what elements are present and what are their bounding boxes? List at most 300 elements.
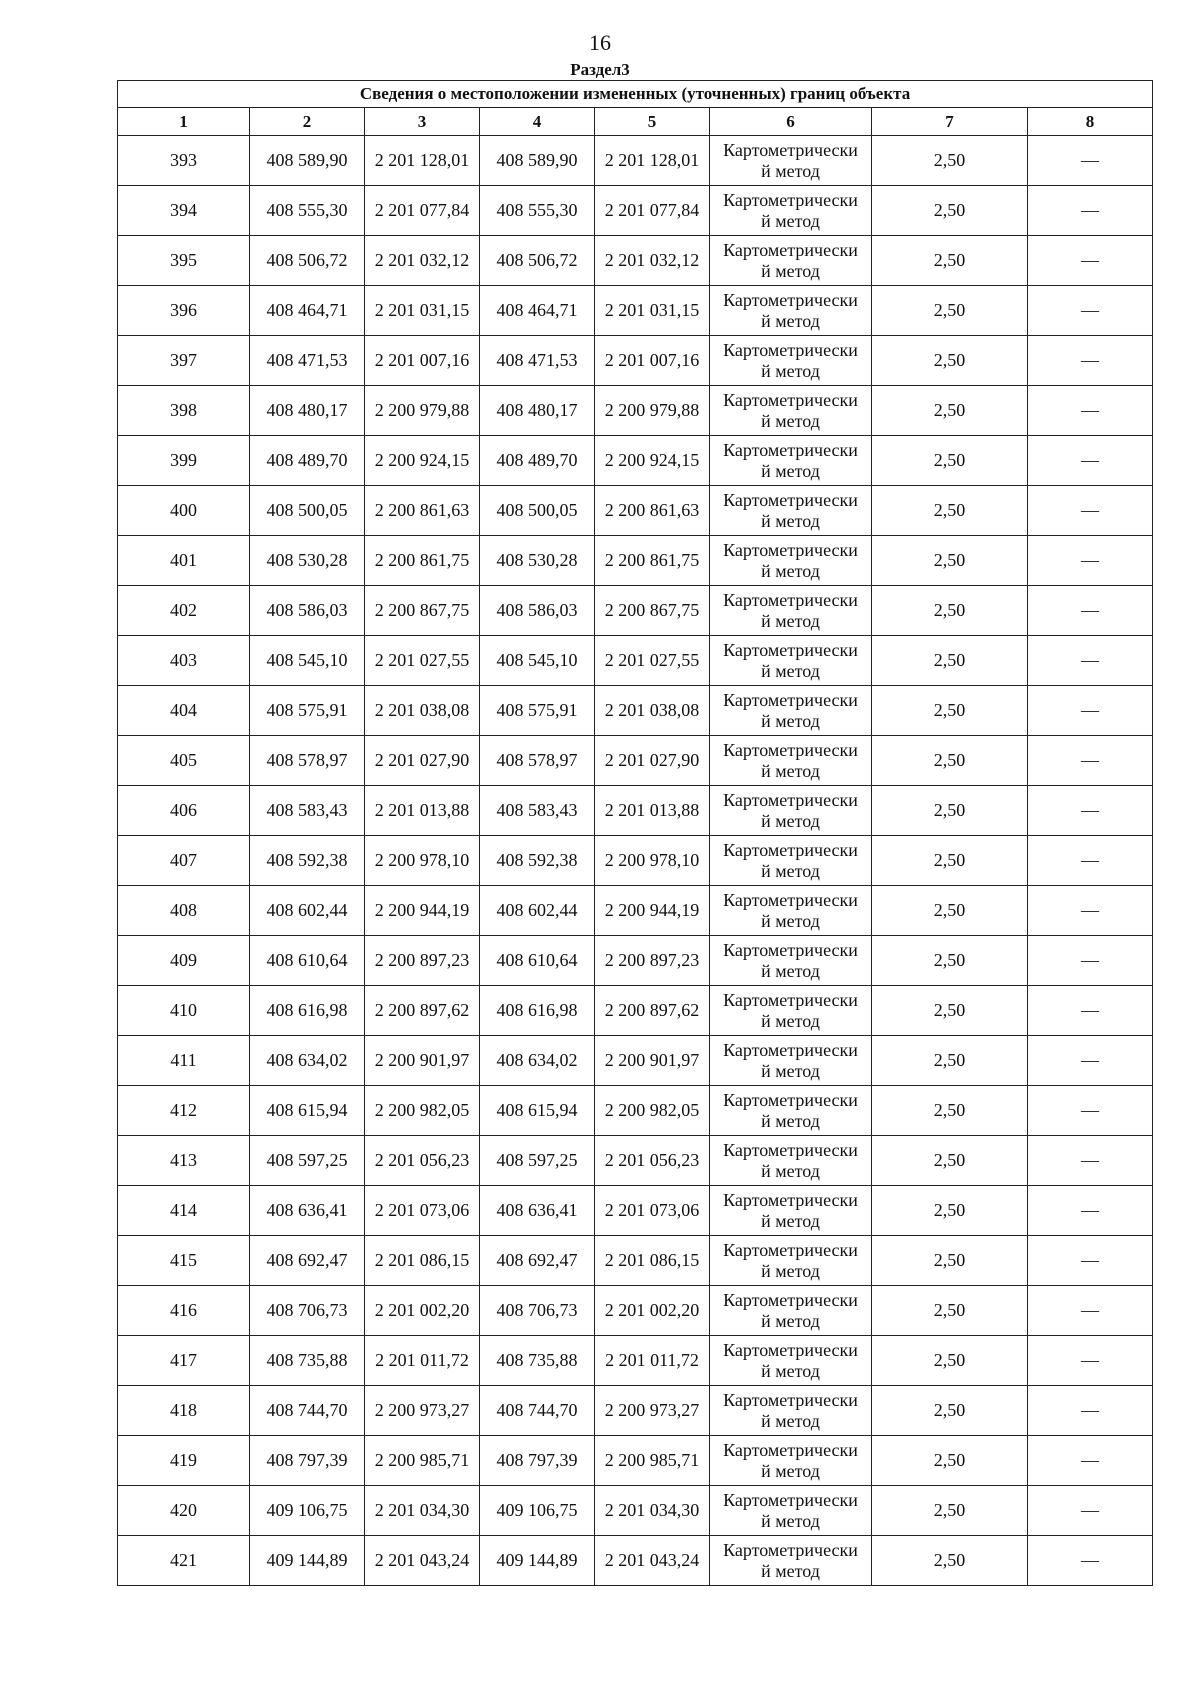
method-text: й метод	[761, 510, 820, 531]
coordinate-cell: 2 201 056,23	[365, 1136, 480, 1186]
table-row	[118, 1036, 1153, 1086]
table-row	[118, 1336, 1153, 1386]
coordinate-cell: 2 201 086,15	[365, 1236, 480, 1286]
coordinate-cell: 2 201 073,06	[595, 1186, 710, 1236]
accuracy-cell: 2,50	[872, 436, 1028, 486]
method-text: Картометрически	[723, 789, 858, 810]
table-row	[118, 586, 1153, 636]
point-number-cell: 412	[118, 1086, 250, 1136]
coordinate-cell: 408 545,10	[250, 636, 365, 686]
table-row	[118, 1136, 1153, 1186]
column-number: 7	[872, 108, 1028, 136]
coordinate-cell: 408 500,05	[480, 486, 595, 536]
table-row	[118, 1086, 1153, 1136]
method-cell	[710, 1436, 872, 1486]
coordinate-cell: 409 106,75	[480, 1486, 595, 1536]
coordinate-cell: 2 201 073,06	[365, 1186, 480, 1236]
table-row	[118, 1286, 1153, 1336]
method-text: й метод	[761, 1210, 820, 1231]
coordinate-cell: 408 530,28	[250, 536, 365, 586]
column-number: 1	[118, 108, 250, 136]
method-cell	[710, 786, 872, 836]
point-number-cell: 397	[118, 336, 250, 386]
table-caption-row	[118, 81, 1153, 108]
method-cell	[710, 686, 872, 736]
method-text: Картометрически	[723, 889, 858, 910]
coordinate-cell: 408 545,10	[480, 636, 595, 686]
coordinate-cell: 408 586,03	[250, 586, 365, 636]
note-cell: —	[1028, 536, 1153, 586]
accuracy-cell: 2,50	[872, 686, 1028, 736]
table-row	[118, 1536, 1153, 1586]
column-number: 3	[365, 108, 480, 136]
note-cell: —	[1028, 1186, 1153, 1236]
note-cell: —	[1028, 736, 1153, 786]
coordinate-cell: 2 200 979,88	[365, 386, 480, 436]
coordinate-cell: 408 692,47	[250, 1236, 365, 1286]
accuracy-cell: 2,50	[872, 1286, 1028, 1336]
table-body	[118, 136, 1153, 1586]
coordinate-cell: 2 201 032,12	[365, 236, 480, 286]
coordinate-cell: 408 597,25	[250, 1136, 365, 1186]
note-cell: —	[1028, 1086, 1153, 1136]
point-number-cell: 415	[118, 1236, 250, 1286]
method-text: Картометрически	[723, 639, 858, 660]
note-cell: —	[1028, 486, 1153, 536]
coordinate-cell: 2 201 038,08	[595, 686, 710, 736]
coordinate-cell: 408 471,53	[480, 336, 595, 386]
method-cell	[710, 1086, 872, 1136]
note-cell: —	[1028, 386, 1153, 436]
accuracy-cell: 2,50	[872, 336, 1028, 386]
coordinate-cell: 408 555,30	[480, 186, 595, 236]
method-text: й метод	[761, 1260, 820, 1281]
accuracy-cell: 2,50	[872, 1436, 1028, 1486]
coordinate-cell: 2 200 985,71	[595, 1436, 710, 1486]
method-text: й метод	[761, 860, 820, 881]
method-text: Картометрически	[723, 939, 858, 960]
method-cell	[710, 1236, 872, 1286]
method-text: Картометрически	[723, 289, 858, 310]
column-number: 5	[595, 108, 710, 136]
coordinate-cell: 2 200 861,63	[595, 486, 710, 536]
table-row	[118, 1236, 1153, 1286]
coordinate-cell: 2 200 867,75	[595, 586, 710, 636]
coordinate-cell: 408 589,90	[480, 136, 595, 186]
method-text: й метод	[761, 1010, 820, 1031]
method-text: й метод	[761, 1160, 820, 1181]
note-cell: —	[1028, 1386, 1153, 1436]
point-number-cell: 405	[118, 736, 250, 786]
accuracy-cell: 2,50	[872, 1036, 1028, 1086]
coordinate-cell: 2 200 982,05	[365, 1086, 480, 1136]
coordinate-cell: 408 706,73	[480, 1286, 595, 1336]
coordinate-cell: 2 200 897,23	[595, 936, 710, 986]
method-text: й метод	[761, 310, 820, 331]
point-number-cell: 409	[118, 936, 250, 986]
coordinate-cell: 408 489,70	[480, 436, 595, 486]
method-cell	[710, 436, 872, 486]
coordinate-cell: 408 735,88	[480, 1336, 595, 1386]
method-text: й метод	[761, 1360, 820, 1381]
method-text: й метод	[761, 1460, 820, 1481]
accuracy-cell: 2,50	[872, 886, 1028, 936]
point-number-cell: 403	[118, 636, 250, 686]
method-text: й метод	[761, 610, 820, 631]
method-text: Картометрически	[723, 139, 858, 160]
note-cell: —	[1028, 1336, 1153, 1386]
accuracy-cell: 2,50	[872, 1486, 1028, 1536]
note-cell: —	[1028, 1436, 1153, 1486]
point-number-cell: 401	[118, 536, 250, 586]
method-cell	[710, 1386, 872, 1436]
column-number: 2	[250, 108, 365, 136]
point-number-cell: 410	[118, 986, 250, 1036]
note-cell: —	[1028, 336, 1153, 386]
coordinate-cell: 408 471,53	[250, 336, 365, 386]
coordinate-cell: 408 500,05	[250, 486, 365, 536]
method-text: Картометрически	[723, 1239, 858, 1260]
method-text: Картометрически	[723, 1289, 858, 1310]
accuracy-cell: 2,50	[872, 236, 1028, 286]
coordinate-cell: 2 201 013,88	[365, 786, 480, 836]
point-number-cell: 419	[118, 1436, 250, 1486]
method-cell	[710, 286, 872, 336]
method-text: й метод	[761, 810, 820, 831]
method-text: й метод	[761, 960, 820, 981]
coordinate-cell: 2 201 043,24	[365, 1536, 480, 1586]
method-text: й метод	[761, 760, 820, 781]
coordinate-cell: 2 200 973,27	[365, 1386, 480, 1436]
note-cell: —	[1028, 136, 1153, 186]
note-cell: —	[1028, 786, 1153, 836]
coordinate-cell: 2 200 897,62	[365, 986, 480, 1036]
coordinate-cell: 2 201 034,30	[365, 1486, 480, 1536]
method-text: й метод	[761, 1110, 820, 1131]
coordinate-cell: 2 201 007,16	[365, 336, 480, 386]
note-cell: —	[1028, 186, 1153, 236]
accuracy-cell: 2,50	[872, 1186, 1028, 1236]
method-text: й метод	[761, 1060, 820, 1081]
coordinate-cell: 408 744,70	[480, 1386, 595, 1436]
method-text: Картометрически	[723, 989, 858, 1010]
accuracy-cell: 2,50	[872, 1086, 1028, 1136]
column-number-row	[118, 108, 1153, 136]
method-cell	[710, 1336, 872, 1386]
point-number-cell: 407	[118, 836, 250, 886]
table-row	[118, 336, 1153, 386]
coordinate-cell: 2 200 978,10	[365, 836, 480, 886]
point-number-cell: 413	[118, 1136, 250, 1186]
method-cell	[710, 1286, 872, 1336]
method-text: Картометрически	[723, 389, 858, 410]
coordinate-cell: 408 706,73	[250, 1286, 365, 1336]
coordinate-cell: 2 200 861,63	[365, 486, 480, 536]
note-cell: —	[1028, 886, 1153, 936]
coordinate-cell: 408 592,38	[480, 836, 595, 886]
point-number-cell: 408	[118, 886, 250, 936]
method-text: й метод	[761, 1310, 820, 1331]
method-text: й метод	[761, 910, 820, 931]
coordinate-cell: 408 575,91	[250, 686, 365, 736]
table-row	[118, 236, 1153, 286]
coordinate-cell: 408 634,02	[480, 1036, 595, 1086]
coordinate-cell: 2 201 038,08	[365, 686, 480, 736]
table-row	[118, 1186, 1153, 1236]
note-cell: —	[1028, 436, 1153, 486]
table-row	[118, 186, 1153, 236]
note-cell: —	[1028, 636, 1153, 686]
accuracy-cell: 2,50	[872, 786, 1028, 836]
coordinate-cell: 408 464,71	[480, 286, 595, 336]
note-cell: —	[1028, 1486, 1153, 1536]
method-text: й метод	[761, 1560, 820, 1581]
method-cell	[710, 136, 872, 186]
coordinate-cell: 2 200 861,75	[595, 536, 710, 586]
page-number: 16	[589, 30, 611, 55]
coordinate-cell: 408 744,70	[250, 1386, 365, 1436]
coordinate-cell: 408 506,72	[250, 236, 365, 286]
method-cell	[710, 386, 872, 436]
method-text: Картометрически	[723, 1339, 858, 1360]
coordinate-cell: 408 575,91	[480, 686, 595, 736]
method-text: й метод	[761, 560, 820, 581]
table-row	[118, 436, 1153, 486]
point-number-cell: 404	[118, 686, 250, 736]
coordinate-cell: 2 200 979,88	[595, 386, 710, 436]
coordinate-cell: 2 201 027,55	[365, 636, 480, 686]
note-cell: —	[1028, 1136, 1153, 1186]
table-row	[118, 686, 1153, 736]
coordinate-cell: 2 200 944,19	[365, 886, 480, 936]
method-text: й метод	[761, 410, 820, 431]
point-number-cell: 420	[118, 1486, 250, 1536]
accuracy-cell: 2,50	[872, 836, 1028, 886]
point-number-cell: 398	[118, 386, 250, 436]
coordinate-cell: 2 200 973,27	[595, 1386, 710, 1436]
method-text: й метод	[761, 660, 820, 681]
point-number-cell: 416	[118, 1286, 250, 1336]
accuracy-cell: 2,50	[872, 1136, 1028, 1186]
method-cell	[710, 1186, 872, 1236]
coordinate-cell: 2 201 011,72	[365, 1336, 480, 1386]
coordinate-cell: 408 692,47	[480, 1236, 595, 1286]
method-cell	[710, 536, 872, 586]
coordinate-cell: 408 555,30	[250, 186, 365, 236]
coordinate-cell: 408 586,03	[480, 586, 595, 636]
method-text: Картометрически	[723, 1089, 858, 1110]
coordinate-cell: 2 201 034,30	[595, 1486, 710, 1536]
section-title: Раздел3	[570, 60, 630, 79]
method-cell	[710, 186, 872, 236]
coordinate-cell: 2 201 011,72	[595, 1336, 710, 1386]
coordinate-cell: 2 201 007,16	[595, 336, 710, 386]
coordinate-cell: 408 597,25	[480, 1136, 595, 1186]
coordinate-cell: 2 201 013,88	[595, 786, 710, 836]
coordinate-cell: 408 578,97	[480, 736, 595, 786]
coordinate-cell: 2 201 031,15	[365, 286, 480, 336]
coordinate-cell: 2 200 901,97	[365, 1036, 480, 1086]
coordinate-cell: 408 610,64	[480, 936, 595, 986]
note-cell: —	[1028, 1286, 1153, 1336]
point-number-cell: 414	[118, 1186, 250, 1236]
accuracy-cell: 2,50	[872, 386, 1028, 436]
coordinate-cell: 408 616,98	[480, 986, 595, 1036]
method-text: й метод	[761, 260, 820, 281]
method-cell	[710, 236, 872, 286]
coordinate-cell: 409 144,89	[250, 1536, 365, 1586]
note-cell: —	[1028, 986, 1153, 1036]
point-number-cell: 393	[118, 136, 250, 186]
coordinate-cell: 2 200 897,23	[365, 936, 480, 986]
coordinate-cell: 2 200 978,10	[595, 836, 710, 886]
accuracy-cell: 2,50	[872, 1386, 1028, 1436]
coordinates-table	[117, 80, 1153, 1586]
table-row	[118, 936, 1153, 986]
accuracy-cell: 2,50	[872, 586, 1028, 636]
method-text: Картометрически	[723, 1189, 858, 1210]
method-text: Картометрически	[723, 1439, 858, 1460]
coordinate-cell: 2 201 056,23	[595, 1136, 710, 1186]
table-row	[118, 1386, 1153, 1436]
coordinate-cell: 408 610,64	[250, 936, 365, 986]
method-text: й метод	[761, 460, 820, 481]
table-row	[118, 386, 1153, 436]
coordinate-cell: 408 616,98	[250, 986, 365, 1036]
coordinate-cell: 2 201 086,15	[595, 1236, 710, 1286]
table-row	[118, 136, 1153, 186]
method-cell	[710, 1036, 872, 1086]
note-cell: —	[1028, 236, 1153, 286]
method-text: Картометрически	[723, 1139, 858, 1160]
coordinate-cell: 2 201 027,90	[595, 736, 710, 786]
note-cell: —	[1028, 286, 1153, 336]
method-text: Картометрически	[723, 189, 858, 210]
point-number-cell: 395	[118, 236, 250, 286]
note-cell: —	[1028, 686, 1153, 736]
accuracy-cell: 2,50	[872, 1536, 1028, 1586]
method-text: Картометрически	[723, 589, 858, 610]
coordinate-cell: 408 480,17	[250, 386, 365, 436]
table-row	[118, 786, 1153, 836]
coordinate-cell: 2 201 077,84	[595, 186, 710, 236]
coordinate-cell: 408 506,72	[480, 236, 595, 286]
accuracy-cell: 2,50	[872, 1236, 1028, 1286]
coordinate-cell: 2 201 002,20	[365, 1286, 480, 1336]
point-number-cell: 406	[118, 786, 250, 836]
method-text: Картометрически	[723, 439, 858, 460]
point-number-cell: 421	[118, 1536, 250, 1586]
coordinate-cell: 408 592,38	[250, 836, 365, 886]
accuracy-cell: 2,50	[872, 936, 1028, 986]
method-text: Картометрически	[723, 539, 858, 560]
method-text: Картометрически	[723, 1039, 858, 1060]
coordinate-cell: 2 201 032,12	[595, 236, 710, 286]
method-cell	[710, 936, 872, 986]
coordinate-cell: 408 480,17	[480, 386, 595, 436]
point-number-cell: 400	[118, 486, 250, 536]
method-cell	[710, 486, 872, 536]
method-cell	[710, 336, 872, 386]
coordinate-cell: 408 489,70	[250, 436, 365, 486]
method-text: Картометрически	[723, 489, 858, 510]
coordinate-cell: 408 530,28	[480, 536, 595, 586]
method-text: Картометрически	[723, 1539, 858, 1560]
point-number-cell: 394	[118, 186, 250, 236]
coordinate-cell: 408 634,02	[250, 1036, 365, 1086]
method-text: Картометрически	[723, 239, 858, 260]
table-row	[118, 886, 1153, 936]
accuracy-cell: 2,50	[872, 1336, 1028, 1386]
point-number-cell: 417	[118, 1336, 250, 1386]
coordinate-cell: 409 106,75	[250, 1486, 365, 1536]
method-cell	[710, 886, 872, 936]
point-number-cell: 411	[118, 1036, 250, 1086]
coordinate-cell: 2 200 861,75	[365, 536, 480, 586]
table-row	[118, 986, 1153, 1036]
coordinate-cell: 408 615,94	[250, 1086, 365, 1136]
column-number: 6	[710, 108, 872, 136]
method-cell	[710, 1536, 872, 1586]
table-caption: Сведения о местоположении измененных (уточненных) границ объекта	[118, 81, 1153, 108]
coordinate-cell: 2 201 043,24	[595, 1536, 710, 1586]
coordinate-cell: 2 200 924,15	[365, 436, 480, 486]
method-text: Картометрически	[723, 739, 858, 760]
coordinate-cell: 2 200 985,71	[365, 1436, 480, 1486]
coordinate-cell: 409 144,89	[480, 1536, 595, 1586]
method-cell	[710, 1486, 872, 1536]
accuracy-cell: 2,50	[872, 186, 1028, 236]
note-cell: —	[1028, 1236, 1153, 1286]
column-number: 8	[1028, 108, 1153, 136]
table-row	[118, 736, 1153, 786]
accuracy-cell: 2,50	[872, 286, 1028, 336]
table-row	[118, 836, 1153, 886]
coordinate-cell: 408 583,43	[250, 786, 365, 836]
accuracy-cell: 2,50	[872, 486, 1028, 536]
coordinate-cell: 2 201 031,15	[595, 286, 710, 336]
method-cell	[710, 986, 872, 1036]
coordinate-cell: 408 583,43	[480, 786, 595, 836]
coordinate-cell: 2 201 002,20	[595, 1286, 710, 1336]
point-number-cell: 402	[118, 586, 250, 636]
coordinate-cell: 408 735,88	[250, 1336, 365, 1386]
method-text: Картометрически	[723, 689, 858, 710]
coordinate-cell: 408 797,39	[250, 1436, 365, 1486]
point-number-cell: 396	[118, 286, 250, 336]
method-cell	[710, 586, 872, 636]
coordinate-cell: 408 578,97	[250, 736, 365, 786]
note-cell: —	[1028, 836, 1153, 886]
method-text: Картометрически	[723, 1389, 858, 1410]
coordinate-cell: 2 201 027,55	[595, 636, 710, 686]
note-cell: —	[1028, 586, 1153, 636]
method-cell	[710, 636, 872, 686]
table-row	[118, 486, 1153, 536]
method-text: й метод	[761, 160, 820, 181]
method-text: й метод	[761, 360, 820, 381]
table-row	[118, 536, 1153, 586]
table-row	[118, 636, 1153, 686]
table-row	[118, 1436, 1153, 1486]
method-cell	[710, 836, 872, 886]
coordinate-cell: 408 636,41	[250, 1186, 365, 1236]
method-text: й метод	[761, 710, 820, 731]
method-text: Картометрически	[723, 839, 858, 860]
coordinate-cell: 2 200 867,75	[365, 586, 480, 636]
coordinate-cell: 2 200 944,19	[595, 886, 710, 936]
table-row	[118, 286, 1153, 336]
